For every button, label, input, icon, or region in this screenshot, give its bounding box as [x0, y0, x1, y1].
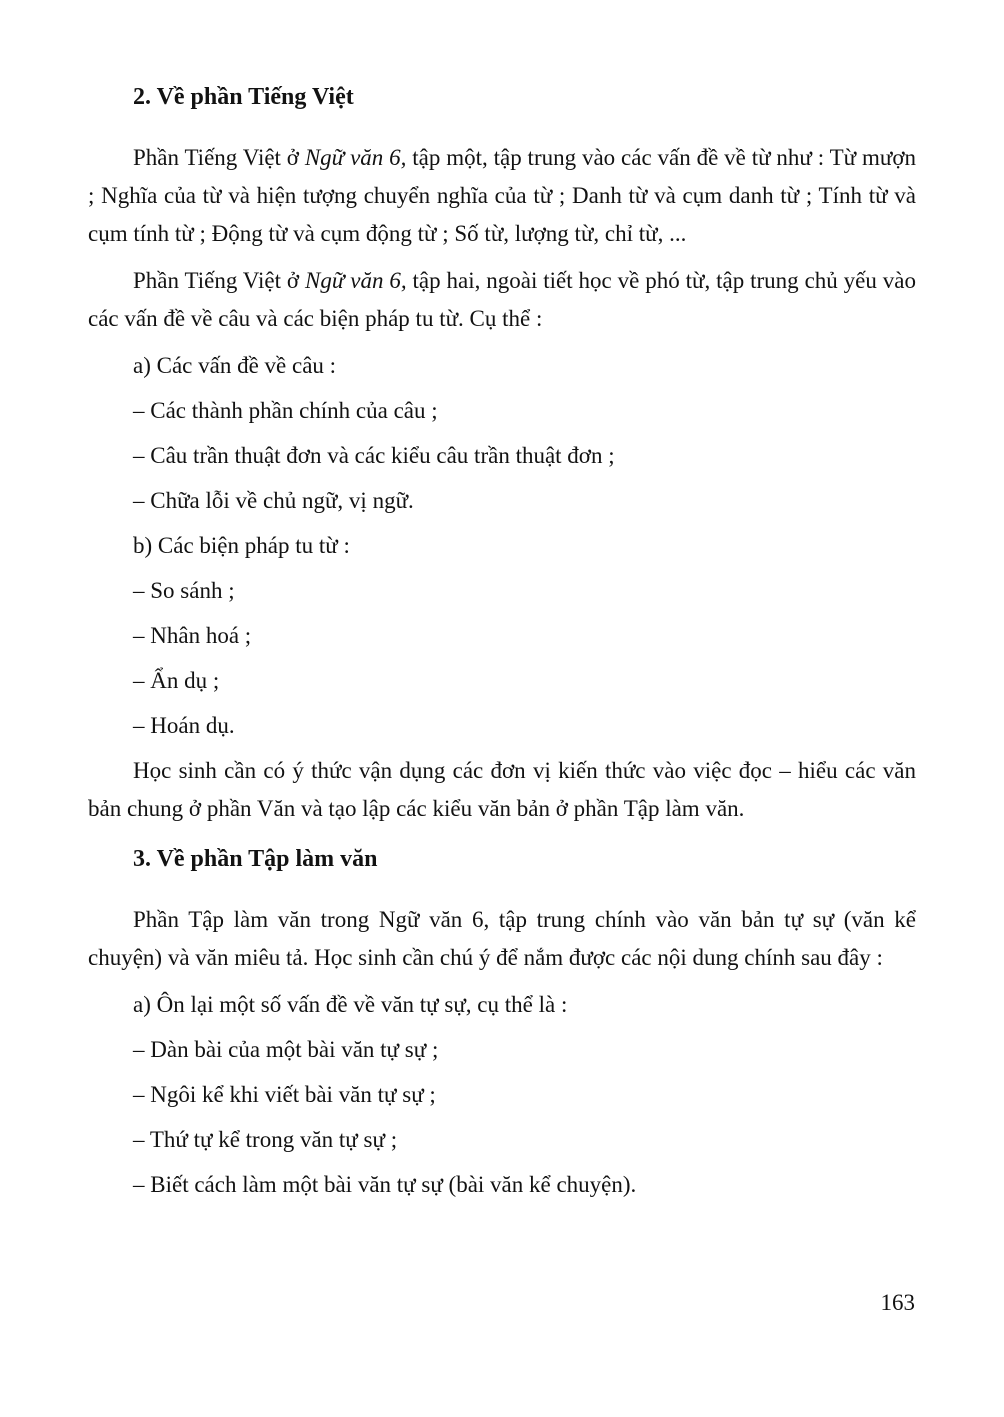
list-label-cau: a) Các vấn đề về câu :: [133, 353, 337, 378]
paragraph-tap-lam-van-1: Phần Tập làm văn trong Ngữ văn 6, tập trung chính vào văn bản tự sự (văn kể chuyện) và văn miêu tả. Học sinh cần chú ý để nắm được các nội dung chính sau đây :: [88, 907, 916, 970]
book-title-ngu-van-6: Ngữ văn 6,: [304, 268, 407, 293]
list-item: – Câu trần thuật đơn và các kiểu câu trần thuật đơn ;: [133, 443, 615, 468]
page-content: [88, 82, 916, 1211]
section-heading-tieng-viet: 2. Về phần Tiếng Việt: [133, 84, 354, 110]
list-item: – Hoán dụ.: [133, 713, 235, 738]
list-item: – Dàn bài của một bài văn tự sự ;: [133, 1037, 439, 1062]
list-item: – Ngôi kể khi viết bài văn tự sự ;: [133, 1082, 436, 1107]
paragraph-text: tập hai, ngoài tiết học về phó từ, tập trung chủ yếu vào các vấn đề về câu và các biện pháp tu từ. Cụ thể :: [88, 268, 916, 331]
list-item: – Ẩn dụ ;: [133, 668, 220, 693]
paragraph-tieng-viet-2: [88, 262, 916, 338]
list-item: – Thứ tự kể trong văn tự sự ;: [133, 1127, 398, 1152]
list-item: – Các thành phần chính của câu ;: [133, 398, 438, 423]
paragraph-text: Phần Tiếng Việt ở: [133, 268, 305, 293]
list-item: – Nhân hoá ;: [133, 623, 252, 648]
paragraph-tieng-viet-1: [88, 139, 916, 253]
list-item: – Chữa lỗi về chủ ngữ, vị ngữ.: [133, 488, 414, 513]
list-item: – Biết cách làm một bài văn tự sự (bài văn kể chuyện).: [133, 1172, 637, 1197]
list-item: – So sánh ;: [133, 578, 235, 603]
paragraph-text: Phần Tiếng Việt ở: [133, 145, 305, 170]
paragraph-text: tập một, tập trung vào các vấn đề về từ như : Từ mượn ; Nghĩa của từ và hiện tượng chuyển nghĩa của từ ; Danh từ và cụm danh từ ; Tính từ và cụm tính từ ; Động từ và cụm động từ ; Số từ, lượng từ, chỉ từ, ...: [88, 145, 916, 246]
list-label-tu-su: a) Ôn lại một số vấn đề về văn tự sự, cụ thể là :: [133, 992, 568, 1017]
list-label-tu-tu: b) Các biện pháp tu từ :: [133, 533, 350, 558]
book-title-ngu-van-6: Ngữ văn 6,: [304, 145, 407, 170]
paragraph-tieng-viet-3: Học sinh cần có ý thức vận dụng các đơn vị kiến thức vào việc đọc – hiểu các văn bản chung ở phần Văn và tạo lập các kiểu văn bản ở phần Tập làm văn.: [88, 758, 916, 821]
section-heading-tap-lam-van: 3. Về phần Tập làm văn: [133, 846, 378, 872]
page-number: 163: [880, 1290, 915, 1315]
